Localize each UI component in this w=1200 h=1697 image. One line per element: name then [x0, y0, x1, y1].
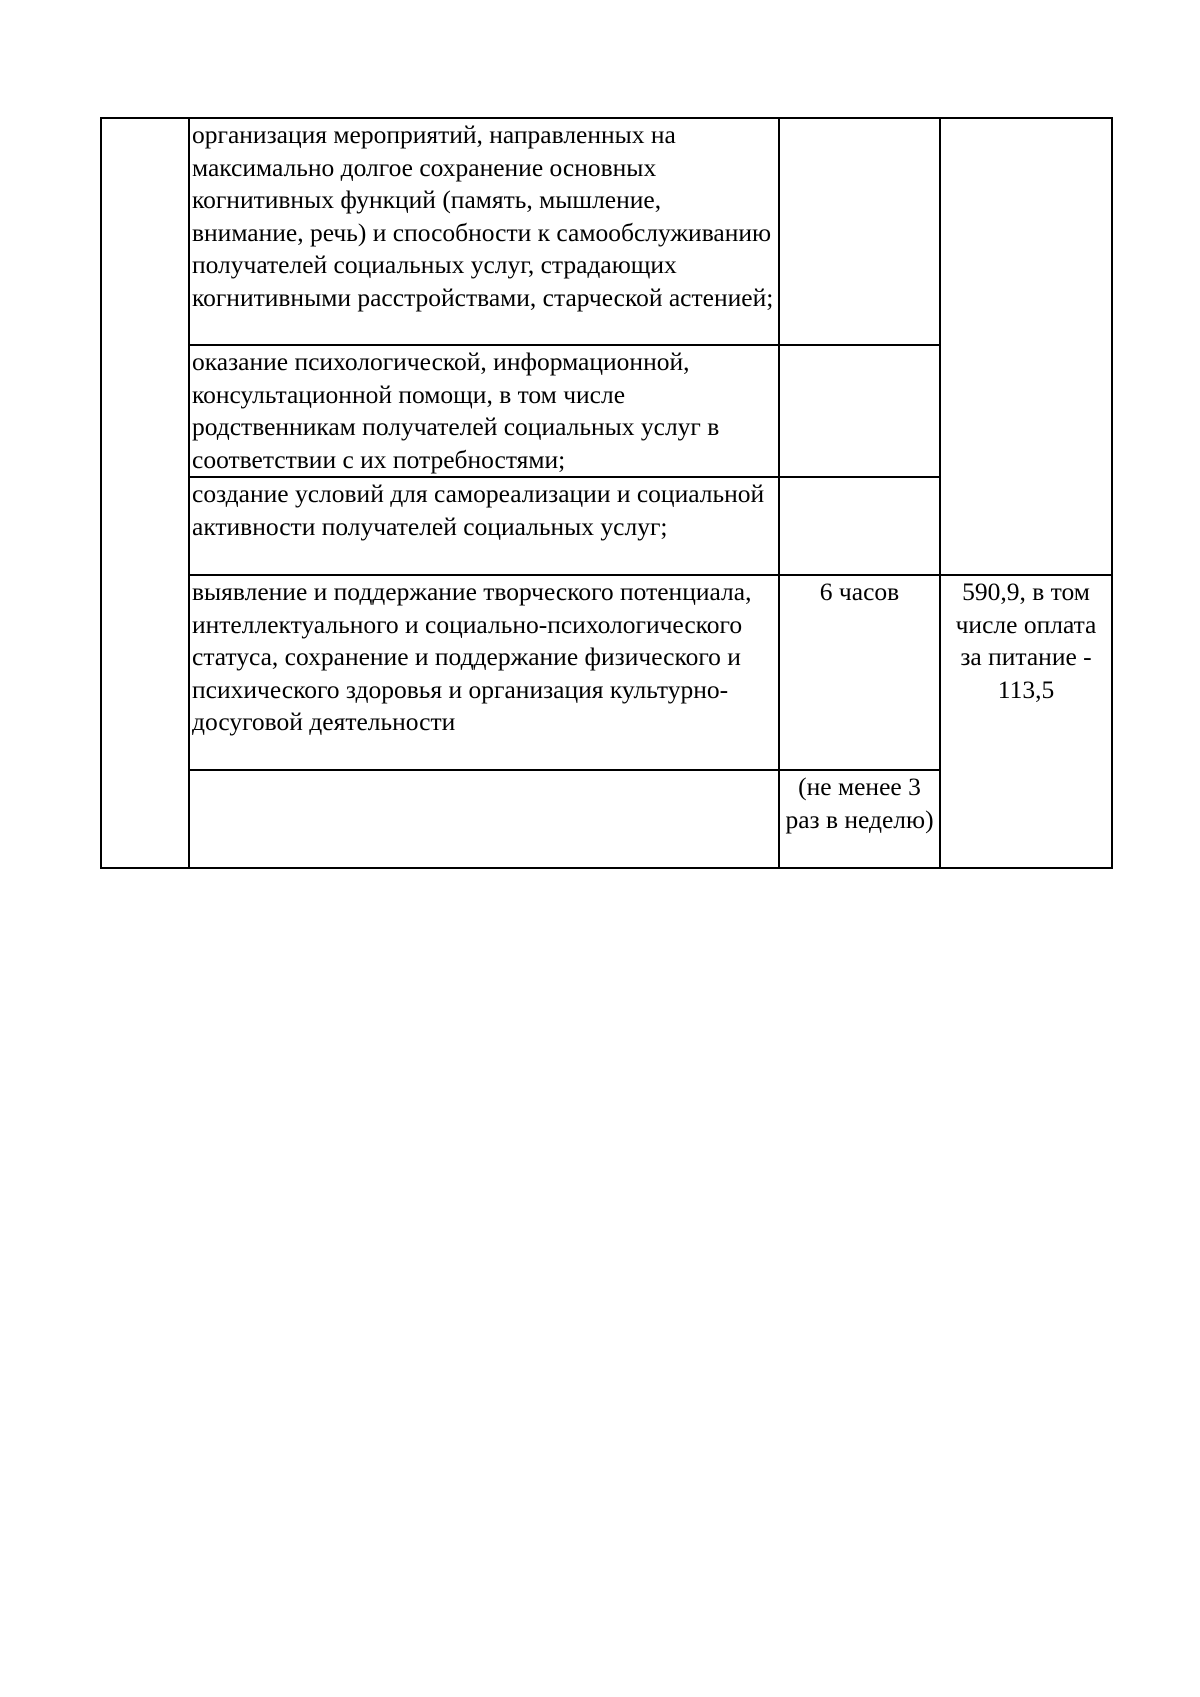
table-row — [101, 118, 1112, 345]
price-cell-empty — [940, 118, 1112, 575]
service-description-cell — [189, 345, 779, 477]
service-volume-cell — [779, 118, 940, 345]
service-description: выявление и поддержание творческого потенциала, интеллектуального и социально-психологического статуса, сохранение и поддержание физического и психического здоровья и организация культурно-досуговой деятельности — [192, 577, 752, 736]
service-description-cell — [189, 770, 779, 868]
table-row — [101, 575, 1112, 770]
service-volume-cell — [779, 477, 940, 575]
service-volume-cell — [779, 770, 940, 868]
service-description-cell — [189, 575, 779, 770]
service-description: создание условий для самореализации и социальной активности получателей социальных услуг; — [192, 479, 765, 541]
service-volume-cell — [779, 345, 940, 477]
service-description-cell — [189, 477, 779, 575]
services-table — [100, 117, 1113, 869]
service-description: организация мероприятий, направленных на максимально долгое сохранение основных когнитивных функций (память, мышление, внимание, речь) и способности к самообслуживанию получателей социальных услуг, страдающих когнитивными расстройствами, старческой астенией; — [192, 120, 774, 312]
service-description-cell — [189, 118, 779, 345]
number-cell — [101, 118, 189, 868]
service-volume: 6 часов — [819, 577, 900, 606]
service-volume-cell — [779, 575, 940, 770]
price-cell — [940, 575, 1112, 868]
service-volume: (не менее 3 раз в неделю) — [785, 772, 934, 834]
service-price: 590,9, в том числе оплата за питание - 113,5 — [955, 577, 1097, 704]
service-description: оказание психологической, информационной, консультационной помощи, в том числе родственникам получателей социальных услуг в соответствии с их потребностями; — [192, 347, 720, 474]
